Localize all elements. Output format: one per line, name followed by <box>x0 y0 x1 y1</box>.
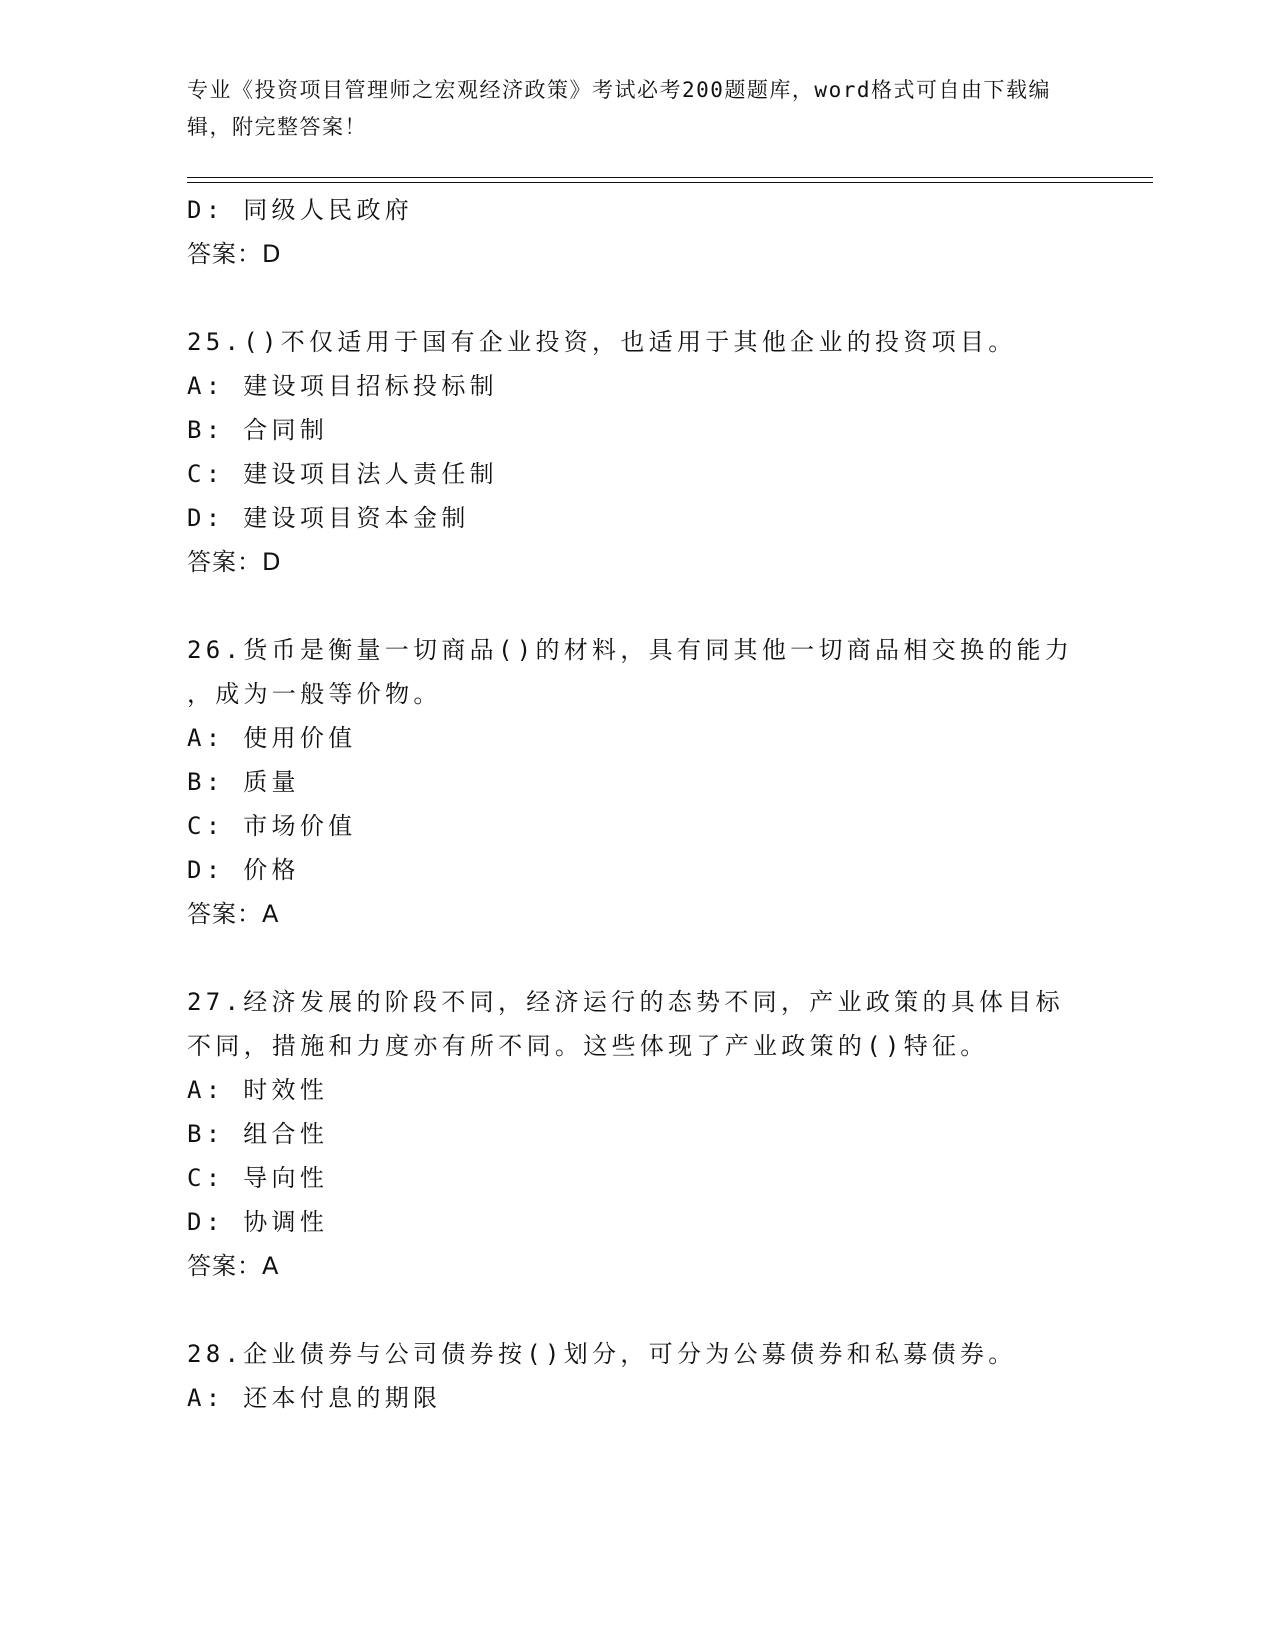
question-26-stem-line-2: ，成为一般等价物。 <box>187 680 442 708</box>
question-25-option-d: D: 建设项目资本金制 <box>187 504 470 532</box>
question-27-option-b: B: 组合性 <box>187 1120 329 1148</box>
question-27-stem-line-1: 27.经济发展的阶段不同，经济运行的态势不同，产业政策的具体目标 <box>187 988 1064 1016</box>
question-27-answer: 答案：A <box>187 1252 280 1280</box>
question-25-answer: 答案：D <box>187 548 282 576</box>
question-27-option-a: A: 时效性 <box>187 1076 329 1104</box>
document-header: 专业《投资项目管理师之宏观经济政策》考试必考200题题库，word格式可自由下载编辑，附完整答案！ <box>187 78 1051 139</box>
prev-option-d: D: 同级人民政府 <box>187 196 414 224</box>
question-27-option-d: D: 协调性 <box>187 1208 329 1236</box>
question-27-stem-line-2: 不同，措施和力度亦有所不同。这些体现了产业政策的()特征。 <box>187 1032 989 1060</box>
question-26-option-d: D: 价格 <box>187 856 300 884</box>
question-26-option-a: A: 使用价值 <box>187 724 357 752</box>
question-26-option-c: C: 市场价值 <box>187 812 357 840</box>
header-divider-top <box>187 177 1153 178</box>
question-25-option-b: B: 合同制 <box>187 416 329 444</box>
header-divider-bottom <box>187 182 1153 183</box>
question-25-option-a: A: 建设项目招标投标制 <box>187 372 498 400</box>
question-26-option-b: B: 质量 <box>187 768 300 796</box>
question-28-stem: 28.企业债券与公司债券按()划分，可分为公募债券和私募债券。 <box>187 1340 1017 1368</box>
question-26-stem-line-1: 26.货币是衡量一切商品()的材料，具有同其他一切商品相交换的能力 <box>187 636 1074 664</box>
question-27-option-c: C: 导向性 <box>187 1164 329 1192</box>
question-26-answer: 答案：A <box>187 900 280 928</box>
question-25-stem: 25.()不仅适用于国有企业投资，也适用于其他企业的投资项目。 <box>187 328 1017 356</box>
question-28-option-a: A: 还本付息的期限 <box>187 1384 442 1412</box>
question-25-option-c: C: 建设项目法人责任制 <box>187 460 498 488</box>
prev-answer: 答案：D <box>187 240 282 268</box>
